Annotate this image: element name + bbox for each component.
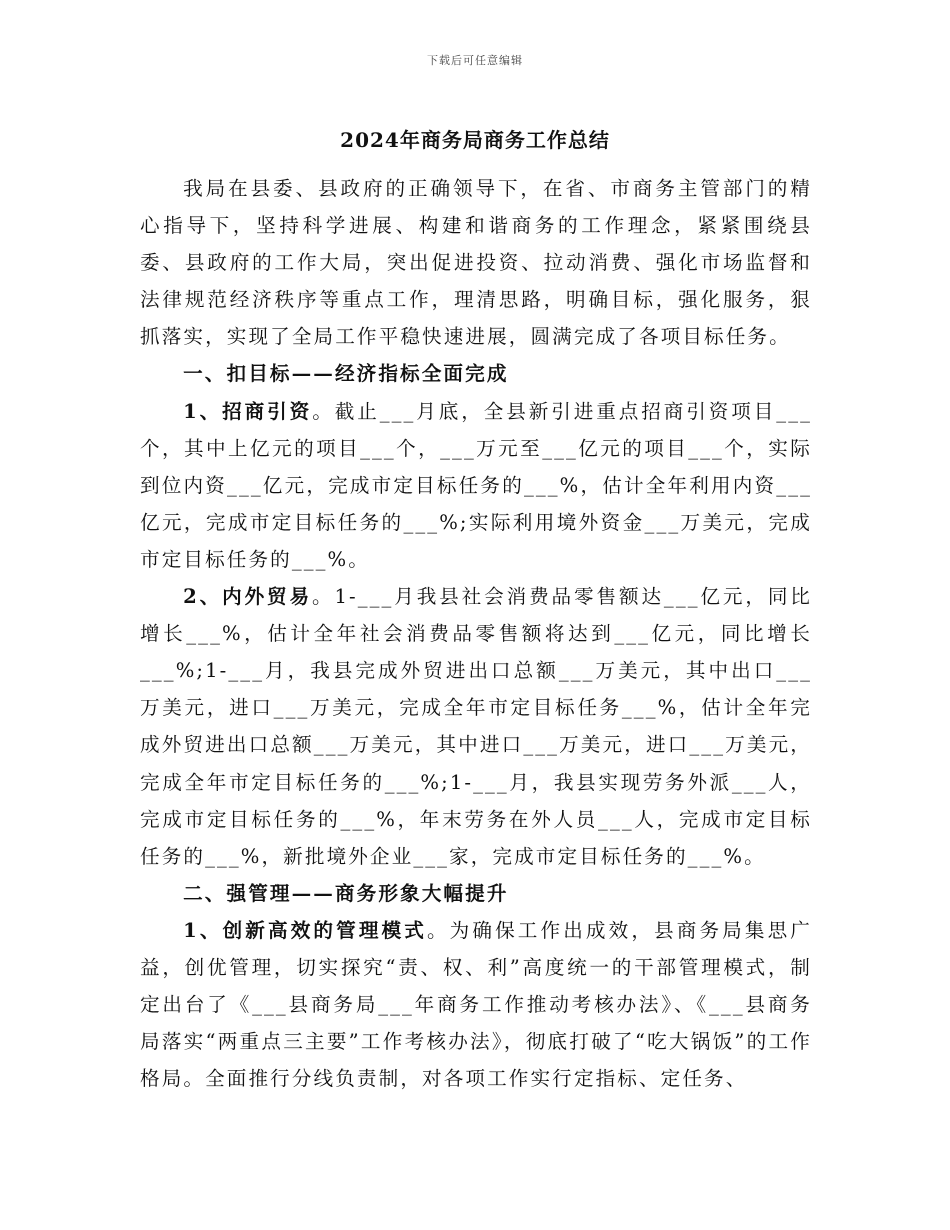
- investment-paragraph: [140, 393, 812, 578]
- intro-paragraph: [140, 170, 812, 355]
- trade-lead: 2、内外贸易: [183, 585, 312, 609]
- investment-lead: 1、招商引资: [183, 399, 313, 423]
- section-heading-2: 二、强管理——商务形象大幅提升: [183, 881, 509, 905]
- management-lead: 1、创新高效的管理模式: [183, 918, 427, 942]
- section-heading-1: 一、扣目标——经济指标全面完成: [183, 362, 509, 386]
- intro-paragraph-text: 我局在县委、县政府的正确领导下，在省、市商务主管部门的精心指导下，坚持科学进展、构建和谐商务的工作理念，紧紧围绕县委、县政府的工作大局，突出促进投资、拉动消费、强化市场监督和法律规范经济秩序等重点工作，理清思路，明确目标，强化服务，狠抓落实，实现了全局工作平稳快速进展，圆满完成了各项目标任务。: [140, 177, 812, 349]
- trade-paragraph: [140, 578, 812, 875]
- investment-text: 。截止___月底，全县新引进重点招商引资项目___个，其中上亿元的项目___个，___万元至___亿元的项目___个，实际到位内资___亿元，完成市定目标任务的___%，估计全年利用内资___亿元，完成市定目标任务的___%;实际利用境外资金___万美元，完成市定目标任务的___%。: [140, 399, 812, 571]
- document-title: 2024年商务局商务工作总结: [340, 128, 610, 152]
- document-body: [140, 170, 812, 1097]
- management-paragraph: [140, 912, 812, 1097]
- trade-text: 。1-___月我县社会消费品零售额达___亿元，同比增长___%，估计全年社会消费品零售额将达到___亿元，同比增长___%;1-___月，我县完成外贸进出口总额___万美元，其中出口___万美元，进口___万美元，完成全年市定目标任务___%，估计全年完成外贸进出口总额___万美元，其中进口___万美元，进口___万美元，完成全年市定目标任务的___%;1-___月，我县实现劳务外派___人，完成市定目标任务的___%，年末劳务在外人员___人，完成市定目标任务的___%，新批境外企业___家，完成市定目标任务的___%。: [140, 585, 812, 868]
- header-note: 下载后可任意编辑: [427, 54, 523, 67]
- management-text: 。为确保工作出成效，县商务局集思广益，创优管理，切实探究“责、权、利”高度统一的干部管理模式，制定出台了《___县商务局___年商务工作推动考核办法》、《___县商务局落实“两重点三主要”工作考核办法》，彻底打破了“吃大锅饭”的工作格局。全面推行分线负责制，对各项工作实行定指标、定任务、: [140, 918, 812, 1091]
